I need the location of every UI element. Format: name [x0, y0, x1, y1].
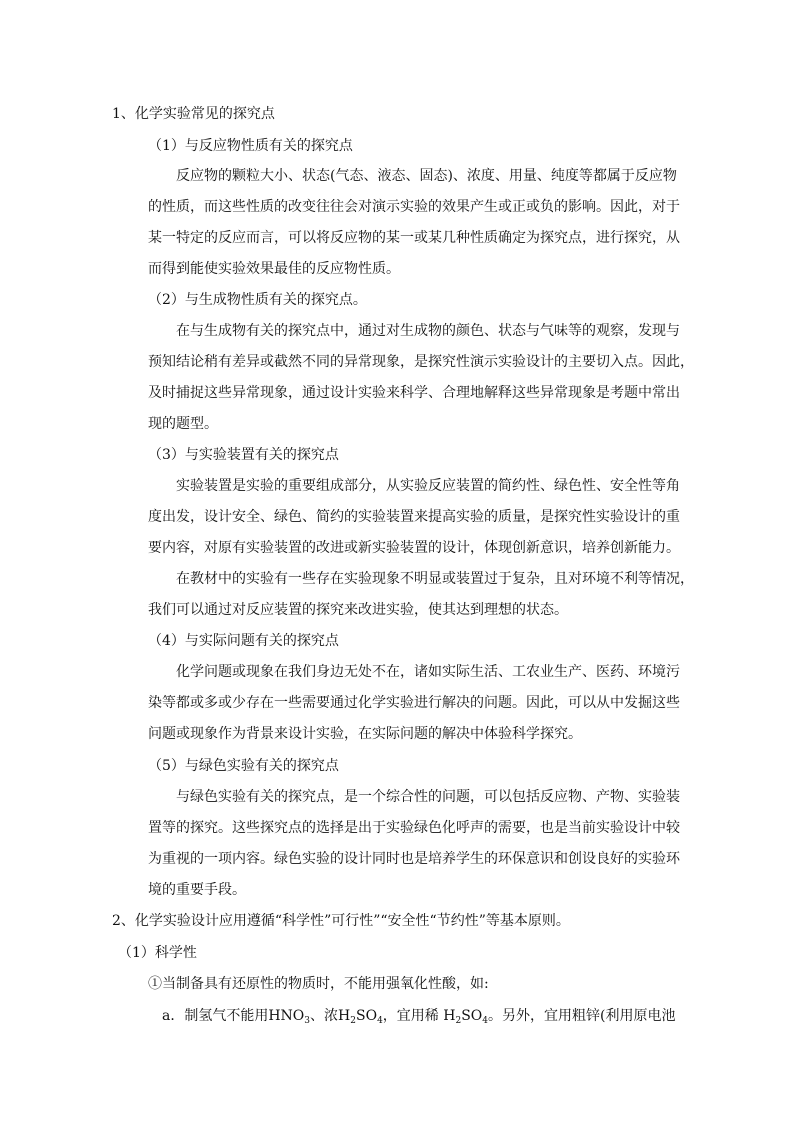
- section-1-heading: 1、化学实验常见的探究点: [112, 106, 275, 122]
- scientific-example-a: [162, 1006, 675, 1031]
- paragraph-3-line: 要内容，对原有实验装置的改进或新实验装置的设计，体现创新意识，培养创新能力。: [148, 540, 680, 556]
- paragraph-3-line: 实验装置是实验的重要组成部分，从实验反应装置的简约性、绿色性、安全性等角: [176, 478, 680, 494]
- paragraph-2-line: 现的题型。: [148, 416, 218, 432]
- paragraph-1-line: 反应物的颗粒大小、状态(气态、液态、固态)、浓度、用量、纯度等都属于反应物: [176, 168, 677, 184]
- paragraph-4-line: 问题或现象作为背景来设计实验，在实际问题的解决中体验科学探究。: [148, 726, 582, 742]
- paragraph-5-line: 境的重要手段。: [148, 882, 246, 898]
- paragraph-3-line: 我们可以通过对反应装置的探究来改进实验，使其达到理想的状态。: [148, 602, 568, 618]
- paragraph-1-line: 的性质，而这些性质的改变往往会对演示实验的效果产生或正或负的影响。因此，对于: [148, 199, 680, 215]
- subscript: 2: [455, 1016, 462, 1026]
- paragraph-1-line: 而得到能使实验效果最佳的反应物性质。: [148, 261, 400, 277]
- section-2-heading: 2、化学实验设计应用遵循“科学性”可行性”“安全性“节约性”等基本原则。: [112, 913, 570, 929]
- subscript: 2: [350, 1016, 356, 1026]
- subscript: 4: [377, 1016, 383, 1026]
- paragraph-5-line: 为重视的一项内容。绿色实验的设计同时也是培养学生的环保意识和创设良好的实验环: [148, 851, 680, 867]
- example-a-text: SO: [461, 1008, 483, 1024]
- example-a-text: a．制氢气不能用HNO: [162, 1008, 305, 1024]
- paragraph-5-line: 置等的探究。这些探究点的选择是出于实验绿色化呼声的需要，也是当前实验设计中较: [148, 820, 680, 836]
- paragraph-2-line: 及时捕捉这些异常现象，通过设计实验来科学、合理地解释这些异常现象是考题中常出: [148, 385, 680, 401]
- example-a-text: ，宜用稀 H: [382, 1008, 456, 1024]
- paragraph-4-line: 染等都或多或少存在一些需要通过化学实验进行解决的问题。因此，可以从中发掘这些: [148, 695, 680, 711]
- paragraph-2-line: 在与生成物有关的探究点中，通过对生成物的颜色、状态与气味等的观察，发现与: [176, 323, 680, 339]
- scientific-rule-1: ①当制备具有还原性的物质时，不能用强氧化性酸，如:: [148, 976, 489, 992]
- paragraph-3-line: 在教材中的实验有一些存在实验现象不明显或装置过于复杂，且对环境不利等情况，: [176, 571, 694, 587]
- subsection-5-heading: （5）与绿色实验有关的探究点: [148, 758, 339, 774]
- subsection-3-heading: （3）与实验装置有关的探究点: [148, 447, 339, 463]
- subscript: 3: [304, 1016, 311, 1026]
- paragraph-2-line: 预知结论稍有差异或截然不同的异常现象，是探究性演示实验设计的主要切入点。因此，: [148, 354, 694, 370]
- paragraph-3-line: 度出发，设计安全、绿色、简约的实验装置来提高实验的质量，是探究性实验设计的重: [148, 509, 680, 525]
- example-a-text: SO: [355, 1008, 378, 1024]
- subsection-4-heading: （4）与实际问题有关的探究点: [148, 633, 339, 649]
- scientific-heading: （1）科学性: [118, 945, 197, 961]
- example-a-text: 。另外，宜用粗锌(利用原电池: [488, 1008, 676, 1024]
- subsection-1-heading: （1）与反应物性质有关的探究点: [148, 138, 353, 154]
- subsection-2-heading: （2）与生成物性质有关的探究点。: [148, 292, 367, 308]
- paragraph-4-line: 化学问题或现象在我们身边无处不在，诸如实际生活、工农业生产、医药、环境污: [176, 664, 680, 680]
- paragraph-5-line: 与绿色实验有关的探究点，是一个综合性的问题，可以包括反应物、产物、实验装: [176, 789, 680, 805]
- subscript: 4: [482, 1016, 489, 1026]
- example-a-text: 、浓H: [310, 1008, 351, 1024]
- paragraph-1-line: 某一特定的反应而言，可以将反应物的某一或某几种性质确定为探究点，进行探究，从: [148, 230, 680, 246]
